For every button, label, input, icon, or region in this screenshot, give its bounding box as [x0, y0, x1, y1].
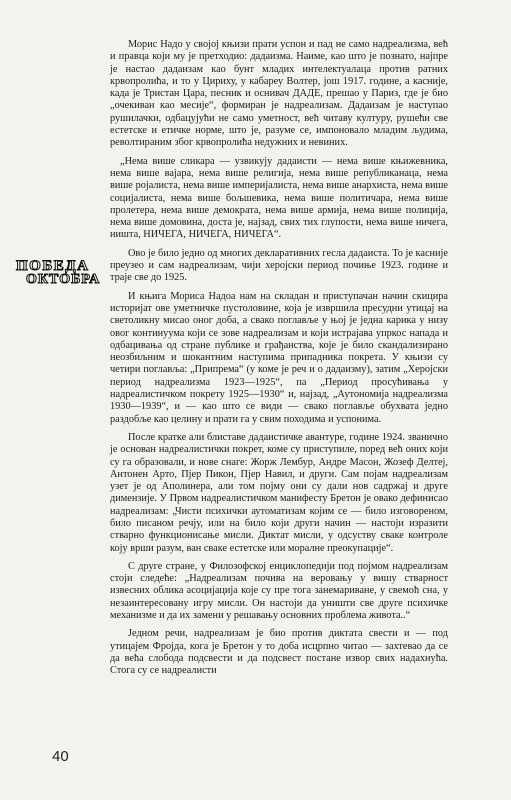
sidebar-heading-line1: ПОБЕДА	[16, 258, 90, 274]
paragraph-3: Ово је било једно од многих декларативних гесла дадаиста. То је касније преузео и сам надреализам, чији херојски период почиње 1923. године и траје све до 1925.	[110, 247, 448, 284]
sidebar-heading-line2: ОКТОБРА	[26, 272, 101, 287]
paragraph-2-quote: „Нема више сликара — узвикују дадаисти — нема више књижевника, нема више вајара, нема више религија, нема више републиканаца, нема више ројалиста, нема више империјалиста, нема више анархиста, нема више социјалиста, нема више бољшевика, нема више политичара, нема више пролетера, нема више демократа, нема више армија, нема више полиција, нема више домовина, доста је, најзад, свих тих глупости, нема више ничега, ништа, НИЧЕГА, НИЧЕГА, НИЧЕГА“.	[110, 155, 448, 241]
paragraph-7: Једном речи, надреализам је био против диктата свести и — под утицајем Фројда, кога је Бретон у то доба исцрпно читао — захтевао да се да већа слобода подсвести и да подсвест постане извор свих надахнућа. Стога су се надреалисти	[110, 628, 448, 677]
paragraph-6: С друге стране, у Филозофској енциклопедији под појмом надреализам стоји следеће: „Надреализам почива на веровању у вишу стварност извесних облика асоцијација које су пре тога занемариване, у свемоћ сна, у незаинтересовану игру мисли. Он настоји да уништи све друге психичке механизме и да их замени у решавању основних проблема живота..“	[110, 560, 448, 622]
paragraph-1: Морис Надо у својој књизи прати успон и пад не само надреализма, већ и правца који му је претходио: дадаизма. Наиме, као што је познато, најпре је настао дадаизам као бунт младих интелектуалаца против ратних крвопролића, и то у Цириху, у кабареу Волтер, још 1917. године, а касније, када је Тристан Цара, песник и оснивач ДАДЕ, прешао у Париз, где је био „очекиван као месије“, формиран је надреализам. Дадаизам је наступао рушилачки, одбацујући не само уметност, већ читаву културу, рушећи све естетске и етичке норме, што је, разуме се, импоновало младим људима, револтираним због крвопролића недужних и невиних.	[110, 39, 448, 149]
main-text-column	[110, 39, 448, 678]
paragraph-4: И књига Мориса Надоа нам на складан и приступачан начин скицира историјат ове уметничке пустоловине, која је извршила пресудни утицај на светоликну мисао оног доба, а свако поглавље у њој је једна карика у низу овог континуума који се зове надреализам и који истрајава упркос напада и одбацивања од стране публике и грађанства, које је било скандализирано неозбиљним и шокантним наступима припадника покрета. У књизи су четири поглавља: „Припрема“ (у коме је реч и о дадаизму), затим „Херојски период надреализма 1923—1925“, па „Период просућивања у надреалистичком покрету 1925—1930“ и, најзад, „Аутономија надреализма 1930—1939“, и — као што се види — свако поглавље обухвата једно раздобље као целину и прати га у свим походима и успонима.	[110, 290, 448, 425]
page-number: 40	[52, 748, 69, 765]
paragraph-5: После кратке али блиставе дадаистичке авантуре, године 1924. званично је основан надреалистички покрет, коме су приступиле, поред већ оних који су га образовали, и нове снаге: Жорж Лембур, Андре Масон, Жозеф Делтеј, Антонен Арто, Пјер Пикон, Пјер Навил, и други. Сам појам надреализам узет је од Аполинера, али том појму они су дали нов садржај и друге димензије. У Првом надреалистичком манифесту Бретон је овако дефинисао надреализам: „Чисти психички аутоматизам којим се — било изговореном, било писаном речју, или на било који други начин — настоји изразити стварно функционисање мисли. Диктат мисли, у одсуству сваке контроле коју врши разум, ван сваке естетске или моралне преокупације“.	[110, 431, 448, 554]
sidebar-heading	[16, 258, 106, 298]
